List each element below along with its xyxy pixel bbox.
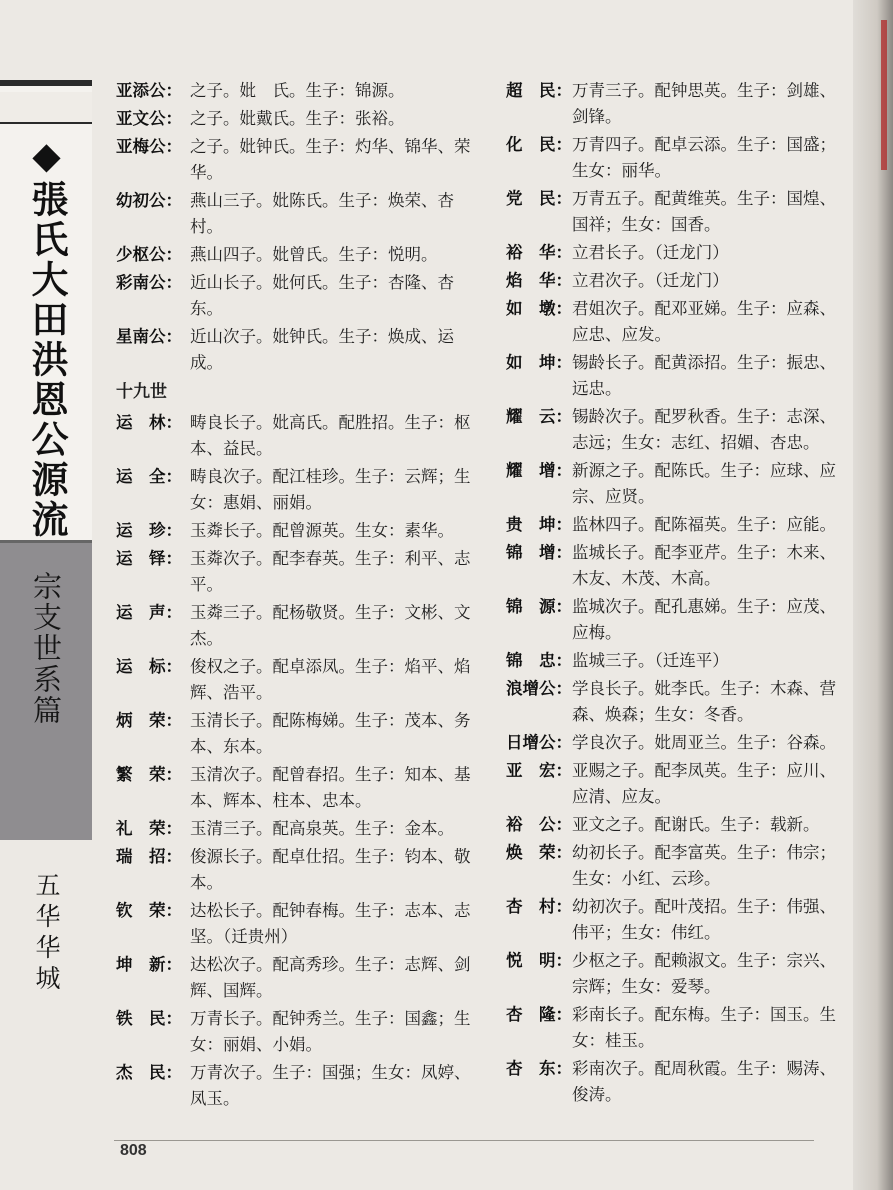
sidebar <box>0 80 92 1160</box>
genealogy-entry <box>116 816 482 842</box>
entry-text: 玉粦三子。配杨敬贤。生子：文彬、文杰。 <box>190 603 471 648</box>
entry-text: 君姐次子。配邓亚娣。生子：应森、应忠、应发。 <box>572 299 836 344</box>
entry-text: 彩南长子。配东梅。生子：国玉。生女：桂玉。 <box>572 1005 836 1050</box>
entry-name: 超 民： <box>506 81 572 100</box>
genealogy-entry <box>506 1056 842 1108</box>
genealogy-entry <box>116 242 482 268</box>
entry-text: 亚文之子。配谢氏。生子：载新。 <box>572 815 820 834</box>
book-title: ◆張氏大田洪恩公源流 <box>25 134 68 540</box>
genealogy-entry <box>506 512 842 538</box>
entry-text: 学良次子。妣周亚兰。生子：谷森。 <box>572 733 836 752</box>
entry-name: 钦 荣： <box>116 901 182 920</box>
genealogy-entry <box>506 78 842 130</box>
entry-name: 耀 增： <box>506 461 572 480</box>
entry-name: 锦 忠： <box>506 651 572 670</box>
entry-text: 玉粦长子。配曾源英。生女：素华。 <box>190 521 454 540</box>
generation-heading: 十九世 <box>116 382 167 402</box>
entry-name: 亚梅公： <box>116 137 182 156</box>
entry-text: 幼初次子。配叶茂招。生子：伟强、伟平；生女：伟红。 <box>572 897 836 942</box>
entry-text: 玉粦次子。配李春英。生子：利平、志平。 <box>190 549 471 594</box>
sidebar-sub-panel <box>0 840 92 1160</box>
genealogy-entry <box>116 324 482 376</box>
entry-name: 化 民： <box>506 135 572 154</box>
entry-name: 浪增公： <box>506 679 572 698</box>
entry-name: 运 标： <box>116 657 182 676</box>
genealogy-entry <box>506 132 842 184</box>
entry-name: 如 墩： <box>506 299 572 318</box>
left-column <box>116 78 482 1114</box>
entry-text: 万青长子。配钟秀兰。生子：国鑫；生女：丽娟、小娟。 <box>190 1009 471 1054</box>
entry-name: 礼 荣： <box>116 819 182 838</box>
entry-text: 玉清次子。配曾春招。生子：知本、基本、辉本、柱本、忠本。 <box>190 765 471 810</box>
genealogy-entry <box>116 1060 482 1112</box>
entry-text: 之子。妣戴氏。生子：张裕。 <box>190 109 405 128</box>
genealogy-entry <box>506 840 842 892</box>
entry-text: 幼初长子。配李富英。生子：伟宗；生女：小红、云珍。 <box>572 843 836 888</box>
right-column <box>506 78 842 1110</box>
entry-name: 坤 新： <box>116 955 182 974</box>
entry-name: 彩南公： <box>116 273 182 292</box>
entry-name: 锦 源： <box>506 597 572 616</box>
genealogy-entry <box>506 186 842 238</box>
entry-name: 杏 东： <box>506 1059 572 1078</box>
entry-text: 燕山三子。妣陈氏。生子：焕荣、杏村。 <box>190 191 454 236</box>
entry-name: 运 铎： <box>116 549 182 568</box>
page-edge <box>853 0 893 1190</box>
entry-name: 瑞 招： <box>116 847 182 866</box>
entry-text: 畴良长子。妣高氏。配胜招。生子：枢本、益民。 <box>190 413 471 458</box>
entry-name: 铁 民： <box>116 1009 182 1028</box>
genealogy-entry <box>116 1006 482 1058</box>
entry-name: 运 声： <box>116 603 182 622</box>
entry-text: 近山次子。妣钟氏。生子：焕成、运成。 <box>190 327 454 372</box>
entry-name: 杏 隆： <box>506 1005 572 1024</box>
entry-name: 杰 民： <box>116 1063 182 1082</box>
entry-text: 俊源长子。配卓仕招。生子：钧本、敬本。 <box>190 847 471 892</box>
entry-name: 贵 坤： <box>506 515 572 534</box>
entry-name: 裕 华： <box>506 243 572 262</box>
page-number: 808 <box>120 1142 147 1159</box>
entry-name: 亚 宏： <box>506 761 572 780</box>
entry-name: 繁 荣： <box>116 765 182 784</box>
genealogy-entry <box>116 270 482 322</box>
genealogy-entry <box>506 350 842 402</box>
entry-name: 如 坤： <box>506 353 572 372</box>
genealogy-entry <box>116 600 482 652</box>
genealogy-entry <box>506 404 842 456</box>
entry-name: 日增公： <box>506 733 572 752</box>
entry-name: 耀 云： <box>506 407 572 426</box>
genealogy-entry <box>506 812 842 838</box>
genealogy-entry <box>506 540 842 592</box>
genealogy-entry <box>116 898 482 950</box>
sub-title: 五华华城 <box>32 872 61 996</box>
genealogy-entry <box>116 654 482 706</box>
genealogy-entry <box>116 518 482 544</box>
entry-name: 星南公： <box>116 327 182 346</box>
genealogy-entry <box>506 594 842 646</box>
genealogy-entry <box>116 952 482 1004</box>
entry-name: 裕 公： <box>506 815 572 834</box>
entry-text: 监城长子。配李亚芹。生子：木来、木友、木茂、木高。 <box>572 543 836 588</box>
entry-text: 锡龄长子。配黄添招。生子：振忠、远忠。 <box>572 353 836 398</box>
genealogy-entry <box>506 730 842 756</box>
genealogy-entry <box>506 648 842 674</box>
genealogy-entry <box>506 948 842 1000</box>
entry-name: 亚添公： <box>116 81 182 100</box>
entry-name: 焰 华： <box>506 271 572 290</box>
genealogy-entry <box>116 410 482 462</box>
sidebar-title-panel <box>0 80 92 546</box>
sidebar-band <box>0 92 92 124</box>
entry-name: 运 林： <box>116 413 182 432</box>
section-title: 宗支世系篇 <box>29 571 63 726</box>
entry-name: 幼初公： <box>116 191 182 210</box>
entry-name: 锦 增： <box>506 543 572 562</box>
entry-name: 焕 荣： <box>506 843 572 862</box>
entry-text: 新源之子。配陈氏。生子：应球、应宗、应贤。 <box>572 461 836 506</box>
genealogy-entry <box>116 134 482 186</box>
entry-text: 之子。妣 氏。生子：锦源。 <box>190 81 405 100</box>
entry-text: 立君次子。（迁龙门） <box>572 271 729 290</box>
genealogy-entry <box>116 464 482 516</box>
entry-text: 畴良次子。配江桂珍。生子：云辉；生女：惠娟、丽娟。 <box>190 467 471 512</box>
entry-name: 炳 荣： <box>116 711 182 730</box>
entry-name: 运 全： <box>116 467 182 486</box>
entry-name: 亚文公： <box>116 109 182 128</box>
genealogy-entry <box>506 458 842 510</box>
genealogy-entry <box>506 758 842 810</box>
entry-name: 悦 明： <box>506 951 572 970</box>
entry-name: 党 民： <box>506 189 572 208</box>
genealogy-entry <box>116 78 482 104</box>
genealogy-entry <box>116 844 482 896</box>
entry-text: 之子。妣钟氏。生子：灼华、锦华、荣华。 <box>190 137 471 182</box>
genealogy-entry <box>116 708 482 760</box>
entry-text: 彩南次子。配周秋霞。生子：赐涛、俊涛。 <box>572 1059 836 1104</box>
entry-name: 少枢公： <box>116 245 182 264</box>
genealogy-entry <box>116 188 482 240</box>
entry-text: 学良长子。妣李氏。生子：木森、营森、焕森；生女：冬香。 <box>572 679 836 724</box>
entry-text: 万青四子。配卓云添。生子：国盛；生女：丽华。 <box>572 135 836 180</box>
genealogy-entry <box>506 1002 842 1054</box>
genealogy-entry <box>506 894 842 946</box>
entry-text: 玉清长子。配陈梅娣。生子：茂本、务本、东本。 <box>190 711 471 756</box>
entry-text: 达松长子。配钟春梅。生子：志本、志坚。（迁贵州） <box>190 901 471 946</box>
entry-text: 监林四子。配陈福英。生子：应能。 <box>572 515 836 534</box>
entry-text: 万青三子。配钟思英。生子：剑雄、剑锋。 <box>572 81 836 126</box>
entry-text: 达松次子。配高秀珍。生子：志辉、剑辉、国辉。 <box>190 955 471 1000</box>
genealogy-entry <box>506 296 842 348</box>
entry-name: 运 珍： <box>116 521 182 540</box>
entry-text: 燕山四子。妣曾氏。生子：悦明。 <box>190 245 438 264</box>
entry-text: 监城三子。（迁连平） <box>572 651 729 670</box>
entry-text: 锡龄次子。配罗秋香。生子：志深、志远；生女：志红、招媚、杏忠。 <box>572 407 836 452</box>
entry-name: 杏 村： <box>506 897 572 916</box>
genealogy-entry <box>506 268 842 294</box>
genealogy-entry <box>116 762 482 814</box>
entry-text: 立君长子。（迁龙门） <box>572 243 729 262</box>
genealogy-entry <box>116 546 482 598</box>
entry-text: 少枢之子。配赖淑文。生子：宗兴、宗辉；生女：爱琴。 <box>572 951 836 996</box>
genealogy-entry <box>506 676 842 728</box>
entry-text: 亚赐之子。配李凤英。生子：应川、应清、应友。 <box>572 761 836 806</box>
sidebar-section-panel <box>0 540 92 843</box>
entry-text: 玉清三子。配高泉英。生子：金本。 <box>190 819 454 838</box>
genealogy-entry <box>116 106 482 132</box>
footer-rule <box>114 1140 814 1141</box>
genealogy-entry <box>506 240 842 266</box>
entry-text: 近山长子。妣何氏。生子：杏隆、杏东。 <box>190 273 454 318</box>
entry-text: 俊权之子。配卓添凤。生子：焰平、焰辉、浩平。 <box>190 657 471 702</box>
entry-text: 万青五子。配黄维英。生子：国煌、国祥；生女：国香。 <box>572 189 836 234</box>
entry-text: 万青次子。生子：国强；生女：凤婷、凤玉。 <box>190 1063 471 1108</box>
entry-text: 监城次子。配孔惠娣。生子：应茂、应梅。 <box>572 597 836 642</box>
